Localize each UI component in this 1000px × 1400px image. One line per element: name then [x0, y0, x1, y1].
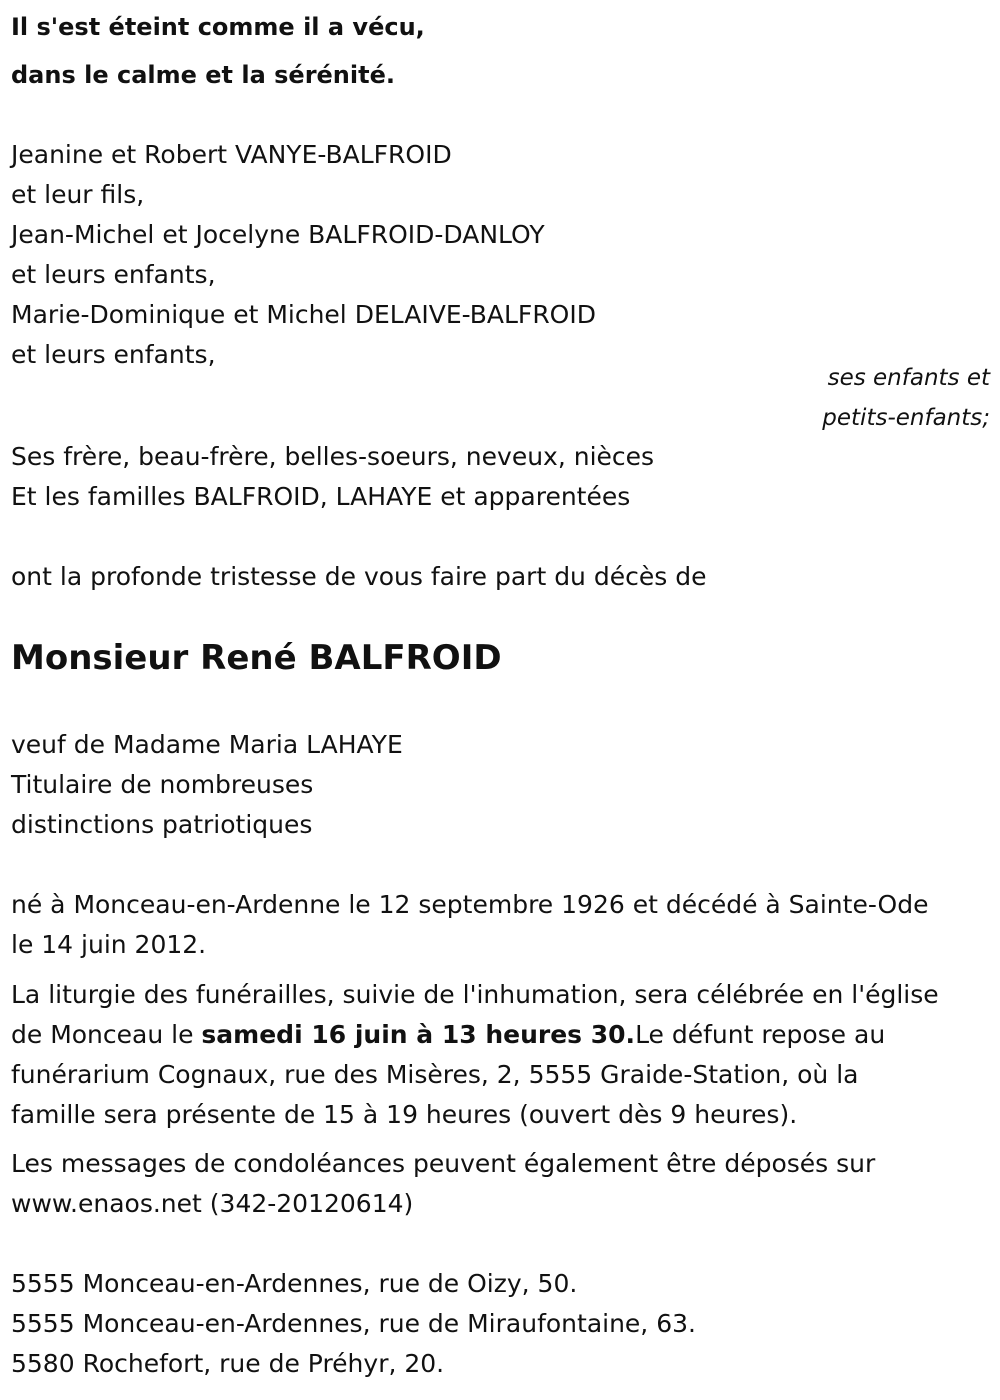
funeral-line-1: La liturgie des funérailles, suivie de l'inhumation, sera célébrée en l'église — [11, 980, 939, 1009]
funeral-line-2 — [11, 1018, 885, 1052]
family-line: Jeanine et Robert VANYE-BALFROID — [11, 140, 452, 169]
funeral-line-2-prefix: de Monceau le — [11, 1020, 202, 1049]
funeral-line-3: funérarium Cognaux, rue des Misères, 2, 5555 Graide-Station, où la — [11, 1060, 859, 1089]
birth-death-line-2: le 14 juin 2012. — [11, 930, 207, 959]
details-line: veuf de Madame Maria LAHAYE — [11, 730, 403, 759]
deceased-name: Monsieur René BALFROID — [11, 638, 502, 678]
side-note-line-1: ses enfants et — [827, 365, 990, 391]
family-line: Jean-Michel et Jocelyne BALFROID-DANLOY — [11, 220, 545, 249]
announcement: ont la profonde tristesse de vous faire part du décès de — [11, 562, 707, 591]
intro-line-1: Il s'est éteint comme il a vécu, — [11, 13, 425, 41]
details-line: Titulaire de nombreuses — [11, 770, 314, 799]
address-line: 5555 Monceau-en-Ardennes, rue de Oizy, 50. — [11, 1269, 578, 1298]
funeral-date-time: samedi 16 juin à 13 heures 30. — [201, 1020, 636, 1049]
family-line: Marie-Dominique et Michel DELAIVE-BALFROID — [11, 300, 596, 329]
family-line: et leur fils, — [11, 180, 145, 209]
condolences-line-1: Les messages de condoléances peuvent également être déposés sur — [11, 1149, 876, 1178]
family-line: et leurs enfants, — [11, 260, 216, 289]
birth-death-line-1: né à Monceau-en-Ardenne le 12 septembre 1926 et décédé à Sainte-Ode — [11, 890, 929, 919]
intro-line-2: dans le calme et la sérénité. — [11, 61, 395, 89]
condolences-line-2: www.enaos.net (342-20120614) — [11, 1189, 414, 1218]
relatives-line: Ses frère, beau-frère, belles-soeurs, neveux, nièces — [11, 442, 655, 471]
funeral-line-4: famille sera présente de 15 à 19 heures (ouvert dès 9 heures). — [11, 1100, 798, 1129]
side-note-line-2: petits-enfants; — [822, 405, 990, 431]
relatives-line: Et les familles BALFROID, LAHAYE et apparentées — [11, 482, 631, 511]
address-line: 5555 Monceau-en-Ardennes, rue de Miraufontaine, 63. — [11, 1309, 696, 1338]
family-line: et leurs enfants, — [11, 340, 216, 369]
details-line: distinctions patriotiques — [11, 810, 313, 839]
funeral-line-2-suffix: Le défunt repose au — [635, 1020, 886, 1049]
address-line: 5580 Rochefort, rue de Préhyr, 20. — [11, 1349, 445, 1378]
